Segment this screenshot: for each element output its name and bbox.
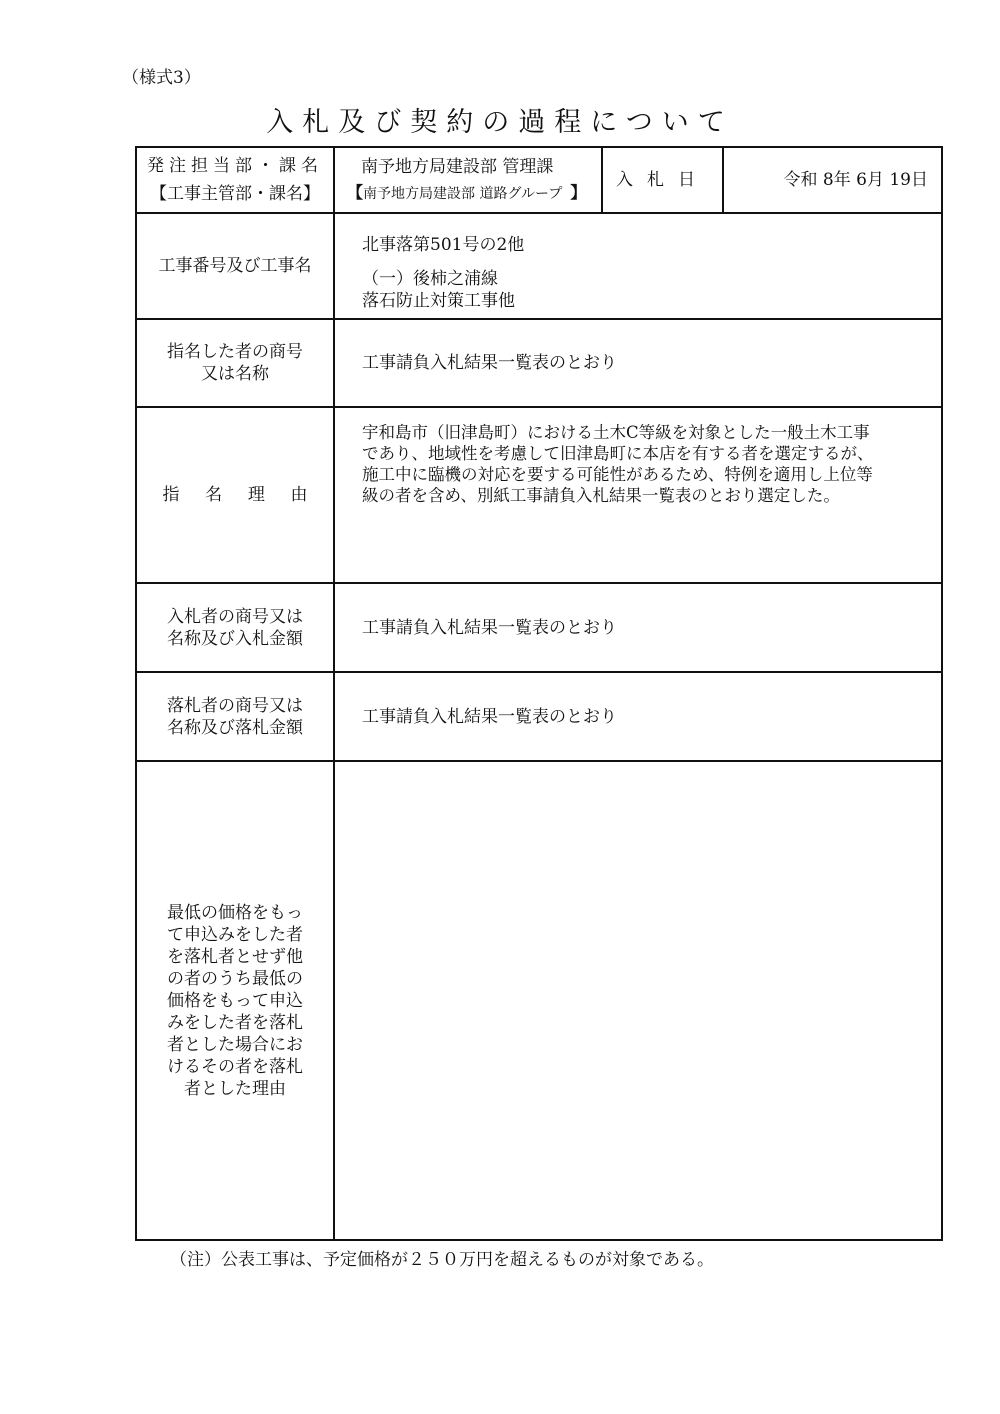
bidders-label-cell (137, 584, 333, 671)
dept-label-cell (137, 148, 333, 212)
not-lowest-label-line: を落札者とせず他 (167, 946, 303, 967)
reason-label-char: 名 (205, 485, 223, 505)
dept-value-line1: 南予地方局建設部 管理課 (361, 156, 554, 177)
designated-label-line2: 又は名称 (201, 364, 269, 384)
winner-label-line2: 名称及び落札金額 (167, 717, 303, 738)
form-number: （様式3） (122, 68, 201, 88)
designated-label-cell (137, 320, 333, 406)
work-value-cell (335, 214, 941, 318)
not-lowest-label-line: 者とした理由 (184, 1078, 286, 1099)
bracket-close: 】 (570, 182, 587, 202)
reason-line: 施工中に臨機の対応を要する可能性があるため、特例を適用し上位等 (362, 465, 873, 484)
dept-label-line2: 【工事主管部・課名】 (150, 184, 320, 204)
bidders-label-line2: 名称及び入札金額 (167, 628, 303, 649)
winner-value-cell (335, 673, 941, 760)
not-lowest-label-line: の者のうち最低の (167, 968, 303, 989)
dept-value-line2-text: 南予地方局建設部 道路グループ (363, 185, 563, 202)
reason-line: 級の者を含め、別紙工事請負入札結果一覧表のとおり選定した。 (362, 486, 840, 505)
work-route: （一）後柿之浦線 (362, 269, 498, 289)
not-lowest-label-line: 最低の価格をもっ (167, 902, 303, 923)
dept-value-cell (335, 148, 601, 212)
designated-value-cell (335, 320, 941, 406)
footnote: （注）公表工事は、予定価格が２５０万円を超えるものが対象である。 (170, 1250, 714, 1270)
bracket-open: 【 (347, 182, 364, 202)
reason-value-cell (335, 408, 941, 582)
not-lowest-label-line: けるその者を落札 (167, 1056, 303, 1077)
not-lowest-label-line: 価格をもって申込 (167, 990, 303, 1011)
winner-value: 工事請負入札結果一覧表のとおり (362, 706, 617, 727)
bid-date-value: 令和 8年 6月 19日 (783, 170, 928, 190)
document-title: 入札及び契約の過程について (266, 107, 734, 138)
designated-value: 工事請負入札結果一覧表のとおり (362, 353, 617, 373)
reason-label (163, 484, 308, 506)
bidders-label-line1: 入札者の商号又は (167, 606, 303, 627)
winner-label-cell (137, 673, 333, 760)
work-number: 北事落第501号の2他 (362, 235, 525, 255)
not-lowest-label-line: て申込みをした者 (167, 924, 303, 945)
not-lowest-value-cell (335, 762, 941, 1239)
not-lowest-label-cell (137, 762, 333, 1239)
dept-value-line2 (347, 182, 601, 205)
reason-line: 宇和島市（旧津島町）における土木C等級を対象とした一般土木工事 (362, 423, 870, 442)
not-lowest-label-line: 者とした場合にお (167, 1034, 303, 1055)
reason-label-char: 由 (290, 485, 308, 505)
bid-date-label-cell (603, 148, 722, 212)
work-label: 工事番号及び工事名 (158, 256, 312, 276)
reason-line: であり、地域性を考慮して旧津島町に本店を有する者を選定するが、 (362, 444, 874, 463)
designated-label-line1: 指名した者の商号 (167, 342, 303, 362)
bid-date-value-cell (724, 148, 941, 212)
reason-label-cell (137, 408, 333, 582)
reason-label-char: 指 (162, 485, 180, 505)
winner-label-line1: 落札者の商号又は (167, 695, 303, 716)
bidders-value-cell (335, 584, 941, 671)
bid-date-label: 入札日 (616, 170, 709, 190)
not-lowest-label-line: みをした者を落札 (167, 1012, 303, 1033)
work-name: 落石防止対策工事他 (362, 291, 515, 311)
dept-label-line1: 発注担当部・課名 (147, 156, 323, 176)
bidders-value: 工事請負入札結果一覧表のとおり (362, 617, 617, 638)
work-label-cell (137, 214, 333, 318)
reason-label-char: 理 (247, 485, 265, 505)
